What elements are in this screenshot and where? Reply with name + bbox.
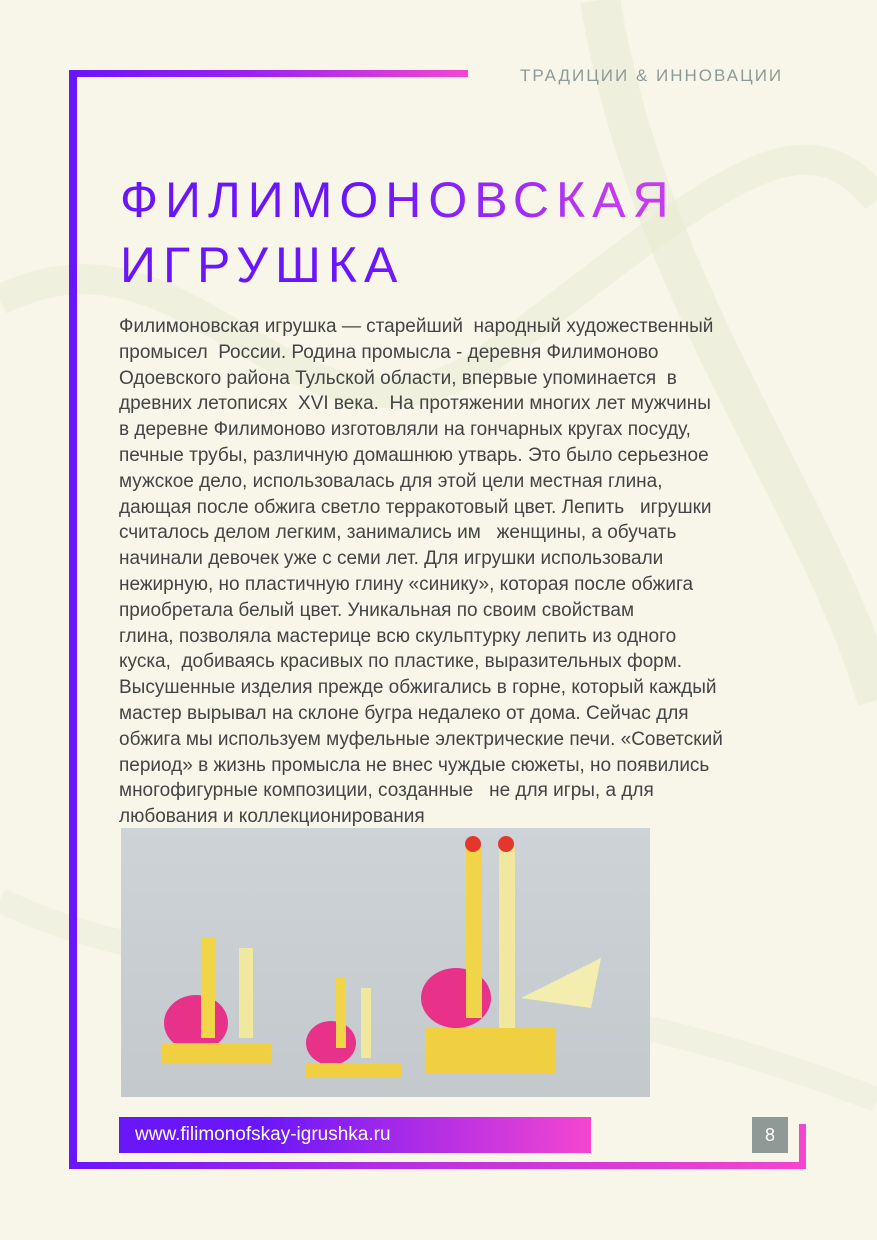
page-number: 8 bbox=[752, 1117, 788, 1153]
page-title bbox=[120, 168, 676, 298]
body-line: в деревне Филимоново изготовляли на гончарных кругах посуду, bbox=[119, 419, 691, 441]
body-line: Одоевского района Тульской области, впервые упоминается в bbox=[119, 367, 677, 389]
body-line: мужское дело, использовалась для этой цели местная глина, bbox=[119, 470, 663, 492]
frame-left-bar bbox=[69, 70, 77, 1169]
body-line: куска, добиваясь красивых по пластике, выразительных форм. bbox=[119, 651, 683, 673]
body-line: многофигурные композиции, созданные не для игры, а для bbox=[119, 780, 654, 802]
body-line: период» в жизнь промысла не внес чуждые сюжеты, но появились bbox=[119, 754, 710, 776]
title-line-1: ФИЛИМОНОВСКАЯ bbox=[120, 172, 676, 228]
body-line: считалось делом легким, занимались им женщины, а обучать bbox=[119, 522, 677, 544]
body-line: мастер вырывал на склоне бугра недалеко от дома. Сейчас для bbox=[119, 702, 689, 724]
toys-photo bbox=[121, 828, 650, 1097]
frame-bottom-bar bbox=[69, 1162, 806, 1169]
section-header: ТРАДИЦИИ & ИННОВАЦИИ bbox=[520, 66, 784, 85]
body-line: древних летописях XVI века. На протяжении многих лет мужчины bbox=[119, 393, 711, 415]
frame-top-bar bbox=[69, 70, 468, 77]
website-link[interactable]: www.filimonofskay-igrushka.ru bbox=[119, 1117, 591, 1153]
toy-figures bbox=[161, 836, 601, 1078]
title-line-2: ИГРУШКА bbox=[120, 237, 405, 293]
body-line: нежирную, но пластичную глину «синику», которая после обжига bbox=[119, 573, 694, 595]
body-line: Высушенные изделия прежде обжигались в горне, который каждый bbox=[119, 677, 717, 699]
body-line: глина, позволяла мастерице всю скульптурку лепить из одного bbox=[119, 625, 677, 647]
frame-right-bar bbox=[799, 1124, 806, 1169]
body-line: обжига мы используем муфельные электрические печи. «Советский bbox=[119, 728, 723, 750]
body-line: приобретала белый цвет. Уникальная по своим свойствам bbox=[119, 599, 635, 621]
body-line: промысел России. Родина промысла - деревня Филимоново bbox=[119, 341, 659, 363]
body-text bbox=[119, 314, 723, 830]
body-line: печные трубы, различную домашнюю утварь. Это было серьезное bbox=[119, 444, 709, 466]
body-line: начинали девочек уже с семи лет. Для игрушки использовали bbox=[119, 548, 664, 570]
body-line: любования и коллекционирования bbox=[119, 806, 425, 828]
body-line: дающая после обжига светло терракотовый цвет. Лепить игрушки bbox=[119, 496, 712, 518]
body-line: Филимоновская игрушка — старейший народный художественный bbox=[119, 316, 714, 337]
